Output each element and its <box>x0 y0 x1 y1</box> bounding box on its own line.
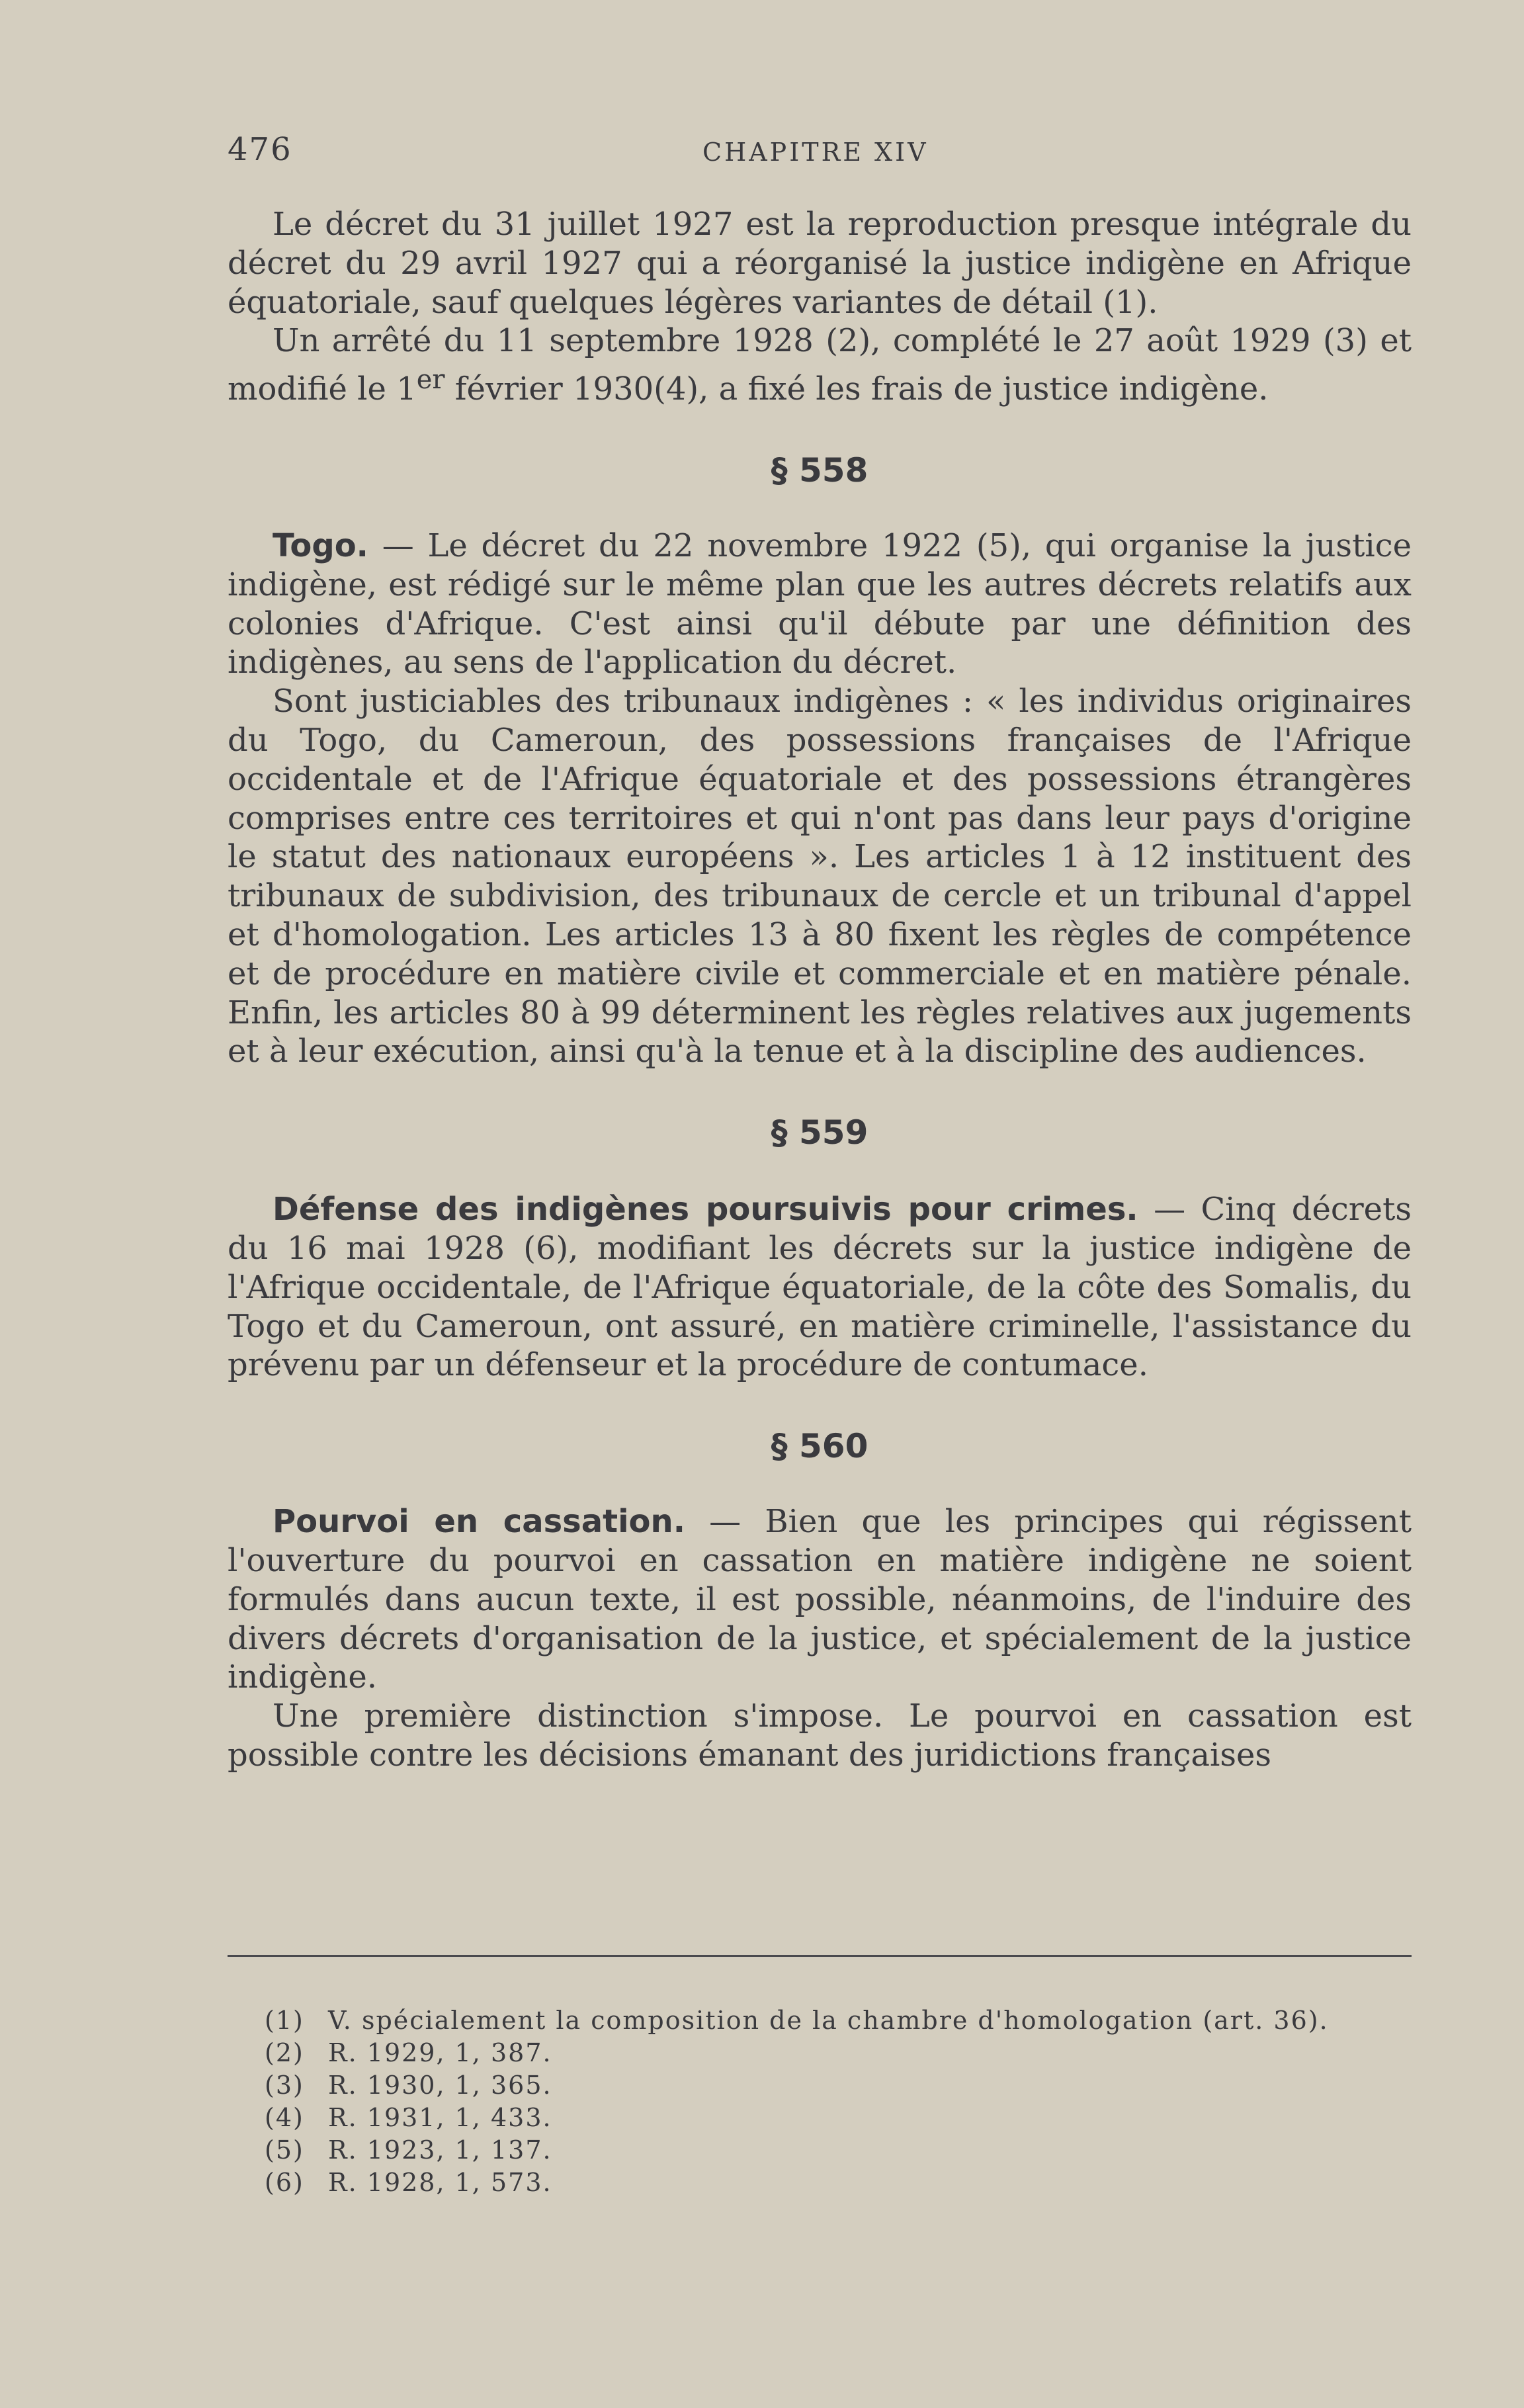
footnote <box>265 2167 1412 2199</box>
section-heading-558: § 558 <box>771 451 868 490</box>
section-558-paragraph-1 <box>228 527 1412 682</box>
ordinal-superscript: er <box>416 365 445 396</box>
section-560-paragraph-2: Une première distinction s'impose. Le pourvoi en cassation est possible contre les décisions émanant des juridictions françaises <box>228 1698 1412 1774</box>
section-heading-560: § 560 <box>771 1427 868 1466</box>
footnote-reference-3: (3) <box>1322 322 1368 360</box>
text-run: — Le décret du 22 novembre 1922 <box>368 527 976 564</box>
footnote-text: V. spécialement la composition de la chambre d'homologation (art. 36). <box>328 2006 1329 2035</box>
footnote-divider <box>228 1955 1412 1957</box>
footnote-mark: (5) <box>265 2135 304 2165</box>
footnote-text: R. 1923, 1, 137. <box>328 2135 552 2165</box>
footnotes <box>265 2004 1412 2199</box>
section-560-paragraph-1 <box>228 1502 1412 1697</box>
section-559-paragraph-1 <box>228 1190 1412 1385</box>
text-run: Le décret du 31 juillet 1927 est la reproduction presque intégrale du décret du 29 avril 1927 qui a réorganisé la justice indigène en Afrique équatoriale, sauf quelques légères variantes de détail <box>228 206 1412 321</box>
body-text <box>228 205 1412 1775</box>
running-head: CHAPITRE XIV <box>702 138 929 167</box>
section-heading-559: § 559 <box>771 1113 868 1152</box>
run-in-title-togo: Togo. <box>273 527 368 564</box>
intro-paragraph-1 <box>228 205 1412 322</box>
text-run: . <box>1148 283 1158 321</box>
text-run: et modifié le 1 <box>228 322 1412 408</box>
text-run: , qui organise la justice indigène, est rédigé sur le même plan que les autres décrets relatifs aux colonies d'Afrique. C'est ainsi qu'il débute par une définition des indigènes, au sens de l'application du décret. <box>228 527 1412 681</box>
text-run: — Cinq décrets du 16 mai 1928 <box>228 1191 1412 1267</box>
footnote <box>265 2069 1412 2102</box>
text-run: — Bien que les principes qui régissent l'ouverture du pourvoi en cassation en matière indigène ne soient formulés dans aucun texte, il est possible, néanmoins, de l'induire des divers décrets d'organisation de la justice, et spécialement de la justice indigène. <box>228 1503 1412 1696</box>
footnote-text: R. 1931, 1, 433. <box>328 2103 552 2132</box>
footnote-mark: (1) <box>265 2006 304 2035</box>
footnote-mark: (3) <box>265 2071 304 2100</box>
footnote-text: R. 1929, 1, 387. <box>328 2038 552 2067</box>
text-run: , modifiant les décrets sur la justice indigène de l'Afrique occidentale, de l'Afrique équatoriale, de la côte des Somalis, du Togo et du Cameroun, ont assuré, en matière criminelle, l'assistance du prévenu par un défenseur et la procédure de contumace. <box>228 1229 1412 1384</box>
footnote <box>265 2102 1412 2134</box>
page-header <box>228 131 1412 171</box>
text-run: , a fixé les frais de justice indigène. <box>698 370 1269 408</box>
footnote <box>265 2134 1412 2167</box>
footnote-mark: (2) <box>265 2038 304 2067</box>
footnote-reference-5: (5) <box>976 527 1021 564</box>
footnote <box>265 2037 1412 2069</box>
section-558-paragraph-2: Sont justiciables des tribunaux indigènes : « les individus originaires du Togo, du Cameroun, des possessions françaises de l'Afrique occidentale et de l'Afrique équatoriale et des possessions étrangères comprises entre ces territoires et qui n'ont pas dans leur pays d'origine le statut des nationaux européens ». Les articles 1 à 12 instituent des tribunaux de subdivision, des tribunaux de cercle et un tribunal d'appel et d'homologation. Les articles 13 à 80 fixent les règles de compétence et de procédure en matière civile et commerciale et en matière pénale. Enfin, les articles 80 à 99 déterminent les règles relatives aux jugements et à leur exécution, ainsi qu'à la tenue et à la discipline des audiences. <box>228 683 1412 1070</box>
footnote-mark: (4) <box>265 2103 304 2132</box>
footnote <box>265 2004 1412 2037</box>
run-in-title-defense: Défense des indigènes poursuivis pour crimes. <box>273 1191 1138 1228</box>
footnote-text: R. 1928, 1, 573. <box>328 2168 552 2197</box>
footnote-reference-6: (6) <box>523 1229 569 1267</box>
intro-paragraph-2 <box>228 322 1412 409</box>
footnote-reference-1: (1) <box>1103 283 1148 321</box>
text-run: , complété le 27 août 1929 <box>870 322 1323 360</box>
footnote-mark: (6) <box>265 2168 304 2197</box>
footnote-reference-2: (2) <box>826 322 871 360</box>
text-run: février 1930 <box>444 370 654 408</box>
run-in-title-pourvoi: Pourvoi en cassation. <box>273 1503 685 1541</box>
text-run: Un arrêté du 11 septembre 1928 <box>273 322 826 360</box>
footnote-text: R. 1930, 1, 365. <box>328 2071 552 2100</box>
footnote-reference-4: (4) <box>654 370 699 408</box>
page-number: 476 <box>228 131 292 168</box>
